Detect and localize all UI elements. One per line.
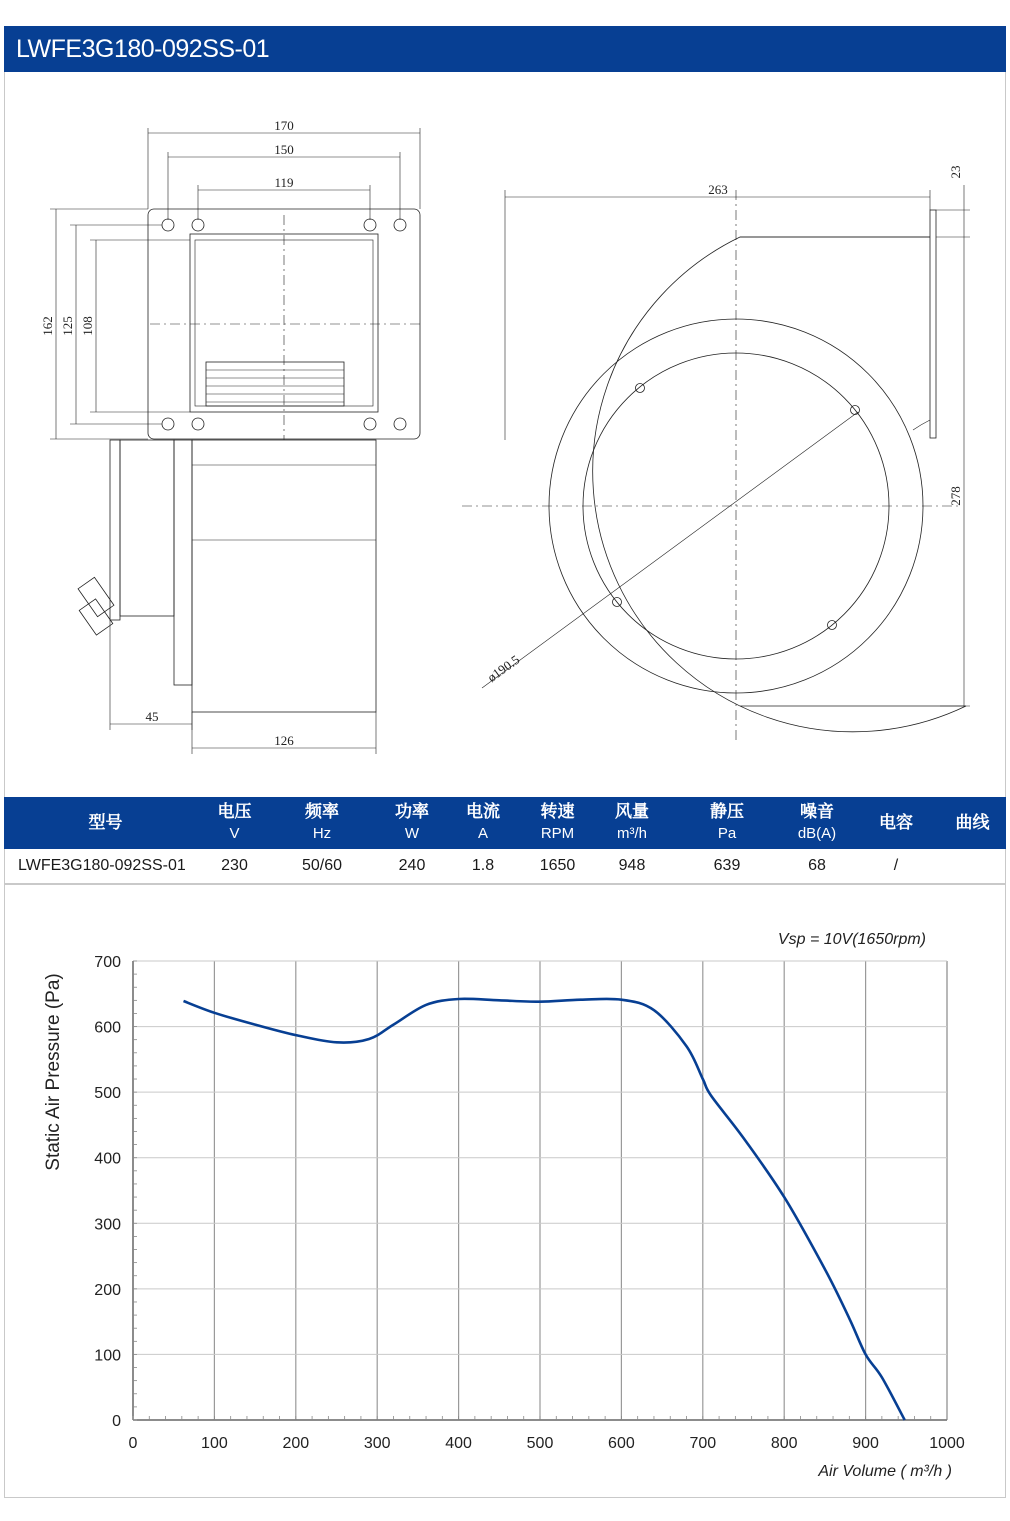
dim-125: 125 [60,316,75,336]
y-tick-label: 0 [112,1413,121,1430]
cell-frequency: 50/60 [262,849,382,883]
y-axis-label: Static Air Pressure (Pa) [43,973,64,1171]
cell-current: 1.8 [442,849,524,883]
cell-noise: 68 [781,849,853,883]
header-frequency: 频率 Hz [305,802,339,842]
header-capacitor: 电容 [879,813,913,832]
cell-speed: 1650 [524,849,591,883]
x-tick-label: 900 [852,1435,879,1452]
x-tick-label: 200 [282,1435,310,1452]
cell-pressure: 639 [673,849,781,883]
dim-45: 45 [145,709,159,724]
header-power: 功率 W [395,802,429,842]
x-axis-label: Air Volume ( m³/h ) [818,1463,952,1480]
header-model: 型号 [88,813,123,832]
y-tick-label: 500 [94,1085,121,1103]
dim-diameter: ø190.5 [484,651,523,685]
cell-model: LWFE3G180-092SS-01 [4,849,207,883]
header-voltage: 电压 V [217,802,252,842]
x-tick-label: 0 [128,1435,138,1452]
cell-power: 240 [382,849,442,883]
header-curve: 曲线 [955,813,990,832]
x-tick-label: 1000 [929,1435,965,1452]
dim-170: 170 [274,118,294,133]
cell-capacitor: / [853,849,939,883]
x-tick-label: 500 [526,1435,554,1452]
header-current: 电流 A [466,802,500,842]
x-tick-labels [129,1435,965,1452]
y-tick-labels [94,954,121,1430]
x-tick-label: 400 [445,1435,472,1452]
dim-23: 23 [948,165,963,179]
y-tick-label: 200 [94,1281,121,1299]
dim-119: 119 [274,175,294,190]
y-tick-label: 700 [94,954,121,971]
x-tick-label: 300 [363,1435,391,1452]
dim-150: 150 [274,142,294,157]
dim-263: 263 [708,182,728,197]
dim-126: 126 [274,733,294,748]
x-tick-label: 100 [201,1435,228,1452]
series-line [184,999,905,1420]
y-tick-label: 400 [94,1150,121,1168]
header-noise: 噪音 dB(A) [797,802,837,842]
dim-278: 278 [948,486,963,506]
page-title: LWFE3G180-092SS-01 [16,35,270,63]
header-pressure: 静压 Pa [710,802,744,842]
header-speed: 转速 RPM [540,802,575,842]
y-tick-label: 100 [94,1347,121,1365]
dim-162: 162 [40,316,55,336]
chart-annotation: Vsp = 10V(1650rpm) [777,931,926,948]
chart-grid [133,961,947,1420]
x-tick-label: 800 [770,1435,798,1452]
y-tick-label: 600 [94,1019,121,1037]
x-tick-label: 700 [689,1435,717,1452]
cell-voltage: 230 [207,849,262,883]
y-tick-label: 300 [94,1216,121,1234]
dim-108: 108 [80,316,95,336]
x-tick-label: 600 [608,1435,635,1452]
header-airflow: 风量 m³/h [615,802,649,842]
cell-airflow: 948 [591,849,673,883]
